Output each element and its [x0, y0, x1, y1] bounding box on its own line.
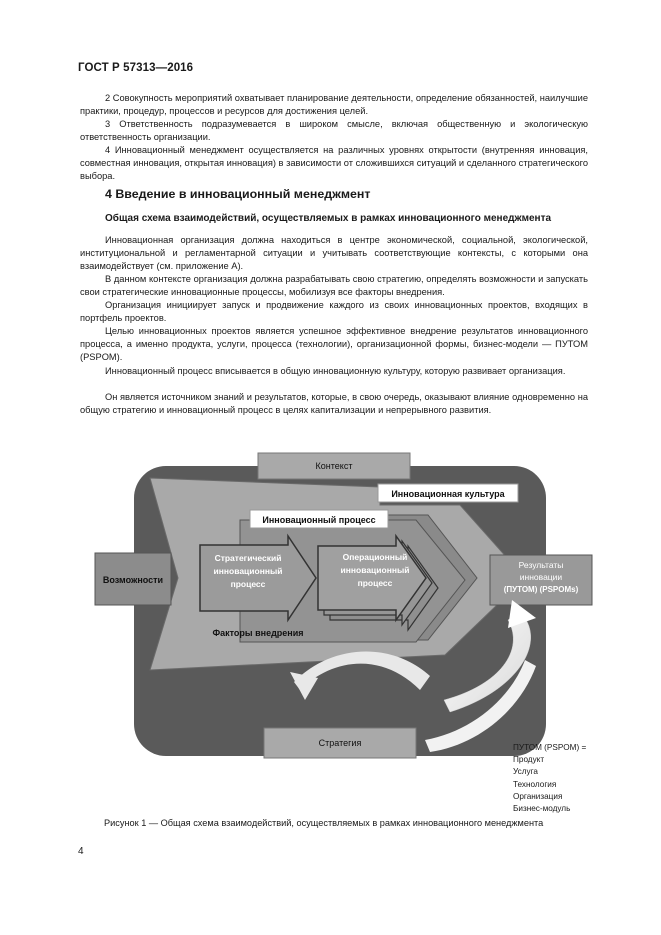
strategic-label-line2: инновационный: [213, 566, 283, 576]
context-label: Контекст: [315, 461, 353, 471]
operational-label-line3: процесс: [357, 578, 393, 588]
legend-item: Бизнес-модуль: [513, 804, 571, 814]
strategy-label: Стратегия: [318, 738, 362, 748]
factors-label: Факторы внедрения: [212, 628, 304, 638]
body-paragraph-5: Инновационный процесс вписывается в общую инновационную культуру, которую развивает организация.: [105, 366, 566, 376]
pspom-legend: [513, 742, 586, 815]
operational-label-line2: инновационный: [340, 565, 410, 575]
opportunities-label: Возможности: [102, 575, 164, 585]
section-title: 4 Введение в инновационный менеджмент: [105, 187, 371, 201]
results-label-line3: (ПУТОМ) (PSPOMs): [503, 585, 579, 594]
body-paragraph-6: Он является источником знаний и результатов, которые, в свою очередь, оказывают влияние одновременно на общую стратегию и инновационный процесс в целях капитализации и непрерывного развития.: [80, 392, 588, 416]
body-paragraph-2: В данном контексте организация должна разрабатывать свою стратегию, определять возможности и запускать свои стратегические инновационные процессы, мобилизуя все факторы внедрения.: [80, 274, 588, 298]
results-label-line1: Результаты: [518, 560, 564, 570]
legend-item: Технология: [513, 779, 557, 789]
results-label-line2: инновации: [519, 572, 563, 582]
page-number: 4: [78, 846, 84, 857]
note-2: 2 Совокупность мероприятий охватывает планирование деятельности, определение обязанностей, наилучшие практики, процедур, процессов и ресурсов для достижения целей.: [80, 93, 588, 117]
culture-label: Инновационная культура: [391, 489, 505, 499]
section-subtitle: Общая схема взаимодействий, осуществляемых в рамках инновационного менеджмента: [105, 213, 552, 224]
process-label: Инновационный процесс: [262, 515, 376, 525]
document-header: ГОСТ Р 57313—2016: [78, 62, 194, 74]
strategic-label-line1: Стратегический: [214, 553, 282, 563]
legend-item: Организация: [513, 791, 563, 801]
figure-caption: Рисунок 1 — Общая схема взаимодействий, осуществляемых в рамках инновационного менеджмента: [104, 818, 544, 828]
note-4: 4 Инновационный менеджмент осуществляется на различных уровнях открытости (внутренняя инновация, совместная инновация, открытая инновация) в зависимости от сложившихся ситуаций и сделанного стратегического выбора.: [80, 145, 588, 182]
operational-label-line1: Операционный: [342, 552, 408, 562]
body-paragraph-1: Инновационная организация должна находиться в центре экономической, социальной, экологической, институциональной и регламентарной ситуации и учитывать соответствующие контексты, с которыми она взаимодействует (см. приложение А).: [80, 235, 588, 272]
strategic-label-line3: процесс: [230, 579, 266, 589]
legend-item: Продукт: [513, 755, 545, 765]
body-paragraph-4: Целью инновационных проектов является успешное эффективное внедрение результатов инновационного процесса, а именно продукта, услуги, процесса (технологии), организационной формы, бизнес-модели — ПУТОМ (PSPOM).: [80, 326, 588, 363]
body-paragraph-3: Организация инициирует запуск и продвижение каждого из своих инновационных проектов, входящих в портфель проектов.: [80, 300, 588, 324]
legend-item: Услуга: [513, 767, 538, 777]
legend-title: ПУТОМ (PSPOM) =: [513, 743, 587, 752]
note-3: 3 Ответственность подразумевается в широком смысле, включая общественную и экологическую ответственность организации.: [80, 119, 588, 143]
